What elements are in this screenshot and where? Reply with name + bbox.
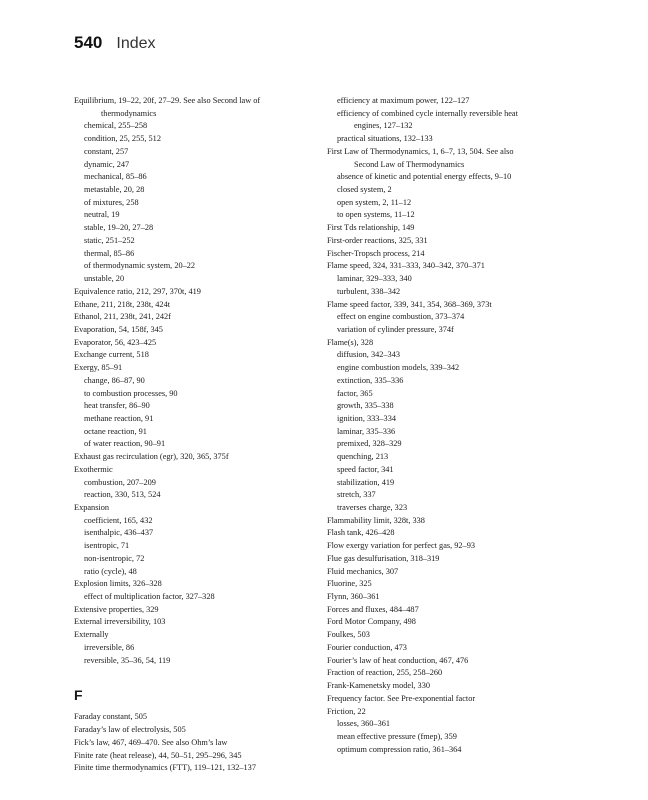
index-subentry: premixed, 328–329	[337, 439, 402, 449]
index-entry: Ford Motor Company, 498	[327, 617, 416, 627]
index-entry: Frank-Kamenetsky model, 330	[327, 681, 430, 691]
index-entry: Exergy, 85–91	[74, 363, 123, 373]
index-subentry: chemical, 255–258	[84, 121, 148, 131]
index-entry: Extensive properties, 329	[74, 604, 159, 614]
index-entry: Flash tank, 426–428	[327, 528, 395, 538]
section-letter: F	[74, 687, 83, 704]
index-subentry: losses, 360–361	[337, 719, 391, 729]
index-subentry: neutral, 19	[84, 210, 120, 220]
index-subentry: change, 86–87, 90	[84, 375, 145, 385]
index-entry: Flame(s), 328	[327, 337, 374, 347]
index-subentry: closed system, 2	[337, 185, 392, 195]
index-subentry: laminar, 335–336	[337, 426, 396, 436]
index-subentry: to open systems, 11–12	[337, 210, 415, 220]
index-subentry: effect on engine combustion, 373–374	[337, 312, 465, 322]
index-entry: Exothermic	[74, 464, 113, 474]
index-entries-f	[74, 711, 336, 775]
index-subentry: laminar, 329–333, 340	[337, 274, 412, 284]
index-entry: External irreversibility, 103	[74, 617, 166, 627]
index-subentry: efficiency of combined cycle internally reversible heat	[337, 108, 518, 118]
index-entry: Fluid mechanics, 307	[327, 566, 399, 576]
index-subentry: diffusion, 342–343	[337, 350, 400, 360]
index-subentry: static, 251–252	[84, 235, 135, 245]
index-entry: Fourier conduction, 473	[327, 642, 407, 652]
index-subentry: ignition, 333–334	[337, 413, 397, 423]
index-subentry: mean effective pressure (fmep), 359	[337, 731, 457, 741]
index-subentry: growth, 335–338	[337, 401, 394, 411]
index-entry: Faraday constant, 505	[74, 712, 148, 722]
index-subentry: speed factor, 341	[337, 464, 394, 474]
index-subentry: of mixtures, 258	[84, 197, 139, 207]
index-entry: First Law of Thermodynamics, 1, 6–7, 13, 504. See also	[327, 146, 514, 156]
index-subentry: open system, 2, 11–12	[337, 197, 412, 207]
index-entry: Evaporation, 54, 158f, 345	[74, 324, 163, 334]
page-number: 540	[74, 33, 103, 52]
index-subentry: isenthalpic, 436–437	[84, 528, 154, 538]
index-entry: Fick’s law, 467, 469–470. See also Ohm’s law	[74, 737, 228, 747]
index-subentry: unstable, 20	[84, 274, 125, 284]
index-entry: Foulkes, 503	[327, 630, 370, 640]
index-subentry: extinction, 335–336	[337, 375, 404, 385]
index-entry: Flame speed factor, 339, 341, 354, 368–369, 373t	[327, 299, 492, 309]
index-entry: Flynn, 360–361	[327, 592, 380, 602]
index-subentry: constant, 257	[84, 146, 129, 156]
index-subentry: heat transfer, 86–90	[84, 401, 150, 411]
index-subentry: factor, 365	[337, 388, 373, 398]
index-subentry: quenching, 213	[337, 452, 389, 462]
index-entry: Ethanol, 211, 238t, 241, 242f	[74, 312, 171, 322]
index-subentry: condition, 25, 255, 512	[84, 134, 161, 144]
index-subentry: effect of multiplication factor, 327–328	[84, 592, 215, 602]
index-subentry: methane reaction, 91	[84, 413, 154, 423]
index-subentry: turbulent, 338–342	[337, 286, 401, 296]
index-entry: Frequency factor. See Pre-exponential factor	[327, 693, 476, 703]
index-entry: Ethane, 211, 218t, 238t, 424t	[74, 299, 171, 309]
index-subentry: octane reaction, 91	[84, 426, 147, 436]
index-entry: Expansion	[74, 503, 110, 512]
index-entry: First Tds relationship, 149	[327, 223, 415, 233]
index-entry-continuation: engines, 127–132	[354, 121, 413, 131]
index-subentry: irreversible, 86	[84, 642, 135, 652]
index-subentry: to combustion processes, 90	[84, 388, 178, 398]
index-column-left	[74, 95, 336, 775]
index-entries-f-continued	[327, 95, 597, 756]
index-subentry: absence of kinetic and potential energy effects, 9–10	[337, 172, 512, 182]
index-entry: Faraday’s law of electrolysis, 505	[74, 725, 186, 735]
index-subentry: efficiency at maximum power, 122–127	[337, 96, 470, 105]
index-entry: Exchange current, 518	[74, 350, 149, 360]
index-entry: Fraction of reaction, 255, 258–260	[327, 668, 443, 678]
index-subentry: ratio (cycle), 48	[84, 566, 137, 576]
index-entry: Finite rate (heat release), 44, 50–51, 295–296, 345	[74, 750, 242, 760]
index-subentry: of thermodynamic system, 20–22	[84, 261, 196, 271]
index-subentry: engine combustion models, 339–342	[337, 363, 460, 373]
index-entry: Fischer-Tropsch process, 214	[327, 248, 425, 258]
index-subentry: thermal, 85–86	[84, 248, 135, 258]
index-subentry: combustion, 207–209	[84, 477, 156, 487]
index-entry: Externally	[74, 630, 109, 640]
index-entry-continuation: thermodynamics	[101, 108, 157, 118]
index-entry: Fluorine, 325	[327, 579, 372, 589]
index-column-right	[327, 95, 597, 756]
index-entry: Forces and fluxes, 484–487	[327, 604, 419, 614]
index-entry: Explosion limits, 326–328	[74, 579, 162, 589]
index-subentry: stabilization, 419	[337, 477, 395, 487]
index-subentry: stable, 19–20, 27–28	[84, 223, 154, 233]
index-entry: Flame speed, 324, 331–333, 340–342, 370–371	[327, 261, 485, 271]
index-entry: Equivalence ratio, 212, 297, 370t, 419	[74, 286, 201, 296]
index-subentry: non-isentropic, 72	[84, 553, 145, 563]
index-subentry: traverses charge, 323	[337, 503, 408, 512]
index-subentry: metastable, 20, 28	[84, 185, 145, 195]
index-subentry: isentropic, 71	[84, 541, 130, 551]
page-header	[74, 33, 156, 57]
index-entry: Flow exergy variation for perfect gas, 92–93	[327, 541, 475, 551]
index-subentry: of water reaction, 90–91	[84, 439, 166, 449]
index-subentry: reversible, 35–36, 54, 119	[84, 655, 171, 665]
index-subentry: optimum compression ratio, 361–364	[337, 744, 462, 754]
index-entry: Equilibrium, 19–22, 20f, 27–29. See also Second law of	[74, 96, 261, 105]
index-entry: Evaporator, 56, 423–425	[74, 337, 157, 347]
index-entry: Flue gas desulfurisation, 318–319	[327, 553, 440, 563]
index-subentry: dynamic, 247	[84, 159, 130, 169]
index-subentry: stretch, 337	[337, 490, 376, 500]
index-subentry: coefficient, 165, 432	[84, 515, 153, 525]
index-entry: First-order reactions, 325, 331	[327, 235, 428, 245]
index-entry: Fourier’s law of heat conduction, 467, 476	[327, 655, 469, 665]
index-entry: Flammability limit, 328t, 338	[327, 515, 425, 525]
index-entry-continuation: Second Law of Thermodynamics	[354, 159, 465, 169]
index-entry: Finite time thermodynamics (FTT), 119–121, 132–137	[74, 763, 256, 773]
index-entries-e	[74, 95, 336, 667]
section-title: Index	[116, 35, 156, 52]
index-entry: Exhaust gas recirculation (egr), 320, 365, 375f	[74, 452, 229, 462]
index-subentry: reaction, 330, 513, 524	[84, 490, 161, 500]
index-subentry: practical situations, 132–133	[337, 134, 433, 144]
index-subentry: mechanical, 85–86	[84, 172, 147, 182]
index-entry: Friction, 22	[327, 706, 366, 716]
index-subentry: variation of cylinder pressure, 374f	[337, 324, 454, 334]
